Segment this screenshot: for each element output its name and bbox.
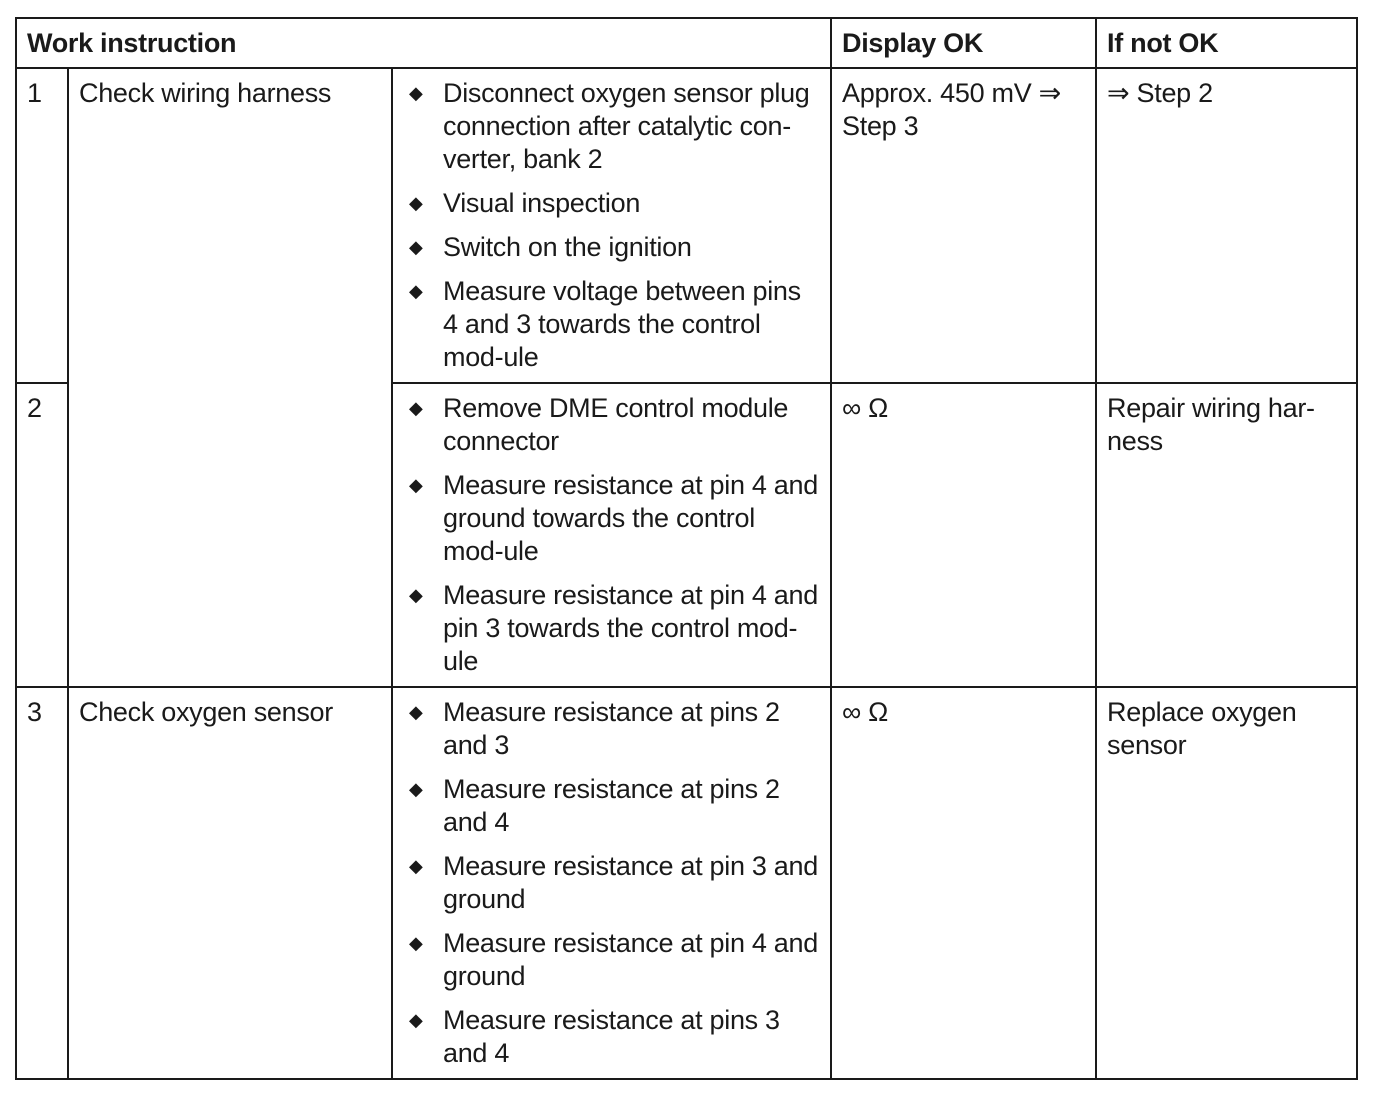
- list-item: [403, 231, 820, 264]
- instruction-cell: [392, 687, 831, 1079]
- step-number: 2: [16, 383, 68, 687]
- list-item: [403, 275, 820, 374]
- header-row: [16, 18, 1357, 68]
- diamond-bullet-icon: ◆: [409, 702, 423, 722]
- if-not-ok-value: Replace oxygen sensor: [1096, 687, 1357, 1079]
- instruction-text: Measure voltage between pins 4 and 3 towards the control mod-ule: [443, 276, 801, 372]
- diamond-bullet-icon: ◆: [409, 779, 423, 799]
- list-item: [403, 77, 820, 176]
- diamond-bullet-icon: ◆: [409, 933, 423, 953]
- work-instruction-table: [15, 17, 1358, 1080]
- list-item: [403, 850, 820, 916]
- table-row: [16, 68, 1357, 383]
- instruction-text: Measure resistance at pins 3 and 4: [443, 1005, 780, 1068]
- diamond-bullet-icon: ◆: [409, 237, 423, 257]
- diamond-bullet-icon: ◆: [409, 475, 423, 495]
- step-number: 3: [16, 687, 68, 1079]
- list-item: [403, 1004, 820, 1070]
- if-not-ok-value: Repair wiring har-ness: [1096, 383, 1357, 687]
- list-item: [403, 696, 820, 762]
- diamond-bullet-icon: ◆: [409, 281, 423, 301]
- display-ok-value: Approx. 450 mV ⇒ Step 3: [831, 68, 1096, 383]
- list-item: [403, 392, 820, 458]
- diamond-bullet-icon: ◆: [409, 193, 423, 213]
- diamond-bullet-icon: ◆: [409, 1010, 423, 1030]
- display-ok-value: ∞ Ω: [831, 383, 1096, 687]
- instruction-text: Measure resistance at pin 3 and ground: [443, 851, 818, 914]
- display-ok-value: ∞ Ω: [831, 687, 1096, 1079]
- if-not-ok-value: ⇒ Step 2: [1096, 68, 1357, 383]
- instruction-text: Measure resistance at pin 4 and ground towards the control mod-ule: [443, 470, 818, 566]
- instruction-text: Measure resistance at pins 2 and 4: [443, 774, 780, 837]
- instruction-text: Measure resistance at pins 2 and 3: [443, 697, 780, 760]
- instruction-list: [403, 696, 820, 1070]
- instruction-text: Switch on the ignition: [443, 232, 692, 262]
- list-item: [403, 773, 820, 839]
- header-display-ok: Display OK: [831, 18, 1096, 68]
- table-row: [16, 687, 1357, 1079]
- header-work-instruction: Work instruction: [16, 18, 831, 68]
- instruction-cell: [392, 68, 831, 383]
- diamond-bullet-icon: ◆: [409, 83, 423, 103]
- instruction-text: Remove DME control module connector: [443, 393, 789, 456]
- diamond-bullet-icon: ◆: [409, 585, 423, 605]
- list-item: [403, 187, 820, 220]
- header-if-not-ok: If not OK: [1096, 18, 1357, 68]
- step-number: 1: [16, 68, 68, 383]
- list-item: [403, 469, 820, 568]
- instruction-list: [403, 77, 820, 374]
- diamond-bullet-icon: ◆: [409, 398, 423, 418]
- instruction-text: Measure resistance at pin 4 and pin 3 towards the control mod-ule: [443, 580, 818, 676]
- instruction-cell: [392, 383, 831, 687]
- list-item: [403, 579, 820, 678]
- instruction-text: Measure resistance at pin 4 and ground: [443, 928, 818, 991]
- instruction-text: Visual inspection: [443, 188, 641, 218]
- diamond-bullet-icon: ◆: [409, 856, 423, 876]
- instruction-list: [403, 392, 820, 678]
- instruction-text: Disconnect oxygen sensor plug connection after catalytic con-verter, bank 2: [443, 78, 810, 174]
- list-item: [403, 927, 820, 993]
- check-label: Check wiring harness: [68, 68, 392, 687]
- check-label: Check oxygen sensor: [68, 687, 392, 1079]
